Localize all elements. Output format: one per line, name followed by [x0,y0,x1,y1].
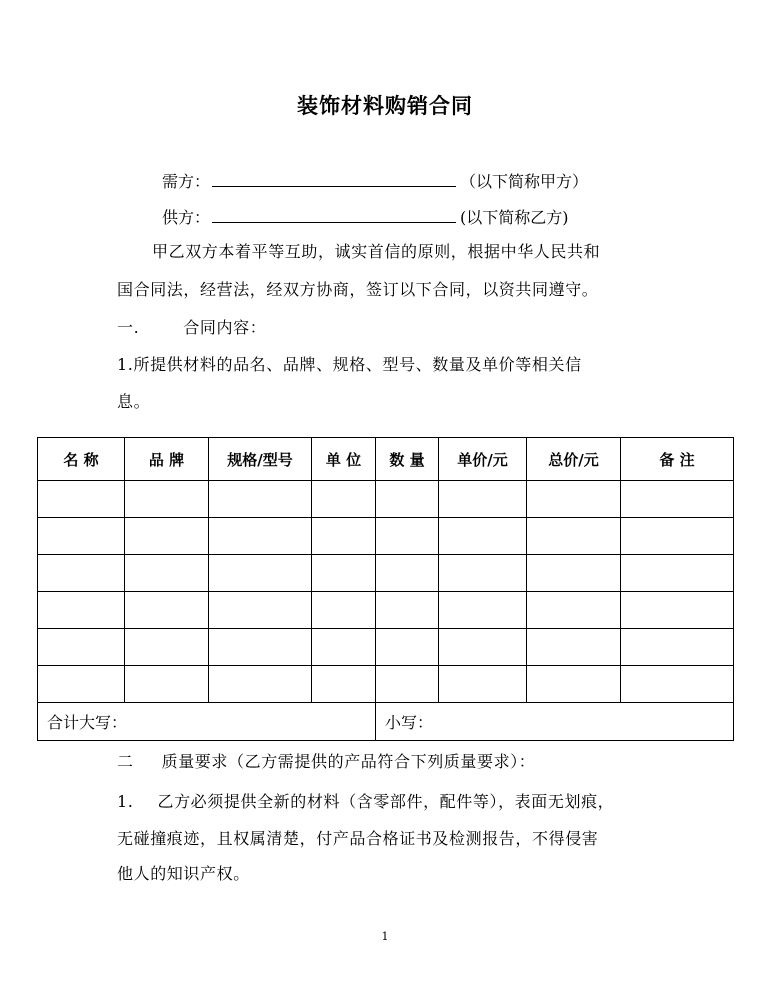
table-cell[interactable] [439,592,527,629]
contract-title: 装饰材料购销合同 [297,94,473,118]
table-cell[interactable] [527,629,621,666]
table-cell[interactable] [209,629,312,666]
demand-party-blank[interactable] [212,170,456,187]
table-cell[interactable] [38,555,125,592]
table-cell[interactable] [439,555,527,592]
section-1-title: 合同内容： [183,318,267,337]
section-2-title: 质量要求（乙方需提供的产品符合下列质量要求）： [161,752,536,771]
header-total-price: 总价/元 [527,438,621,481]
supply-party-line [162,206,569,228]
table-cell[interactable] [439,518,527,555]
table-cell[interactable] [621,592,734,629]
table-cell[interactable] [527,518,621,555]
table-cell[interactable] [621,666,734,703]
quality-item-1-line-3: 他人的知识产权。 [117,864,250,883]
table-cell[interactable] [621,481,734,518]
quality-item-1-number: 1. [117,792,134,811]
header-quantity: 数 量 [376,438,439,481]
demand-party-line [162,170,588,192]
table-cell[interactable] [376,481,439,518]
table-cell[interactable] [527,481,621,518]
table-cell[interactable] [376,592,439,629]
table-row [38,592,734,629]
materials-table [37,437,734,741]
table-cell[interactable] [439,666,527,703]
table-cell[interactable] [209,518,312,555]
table-cell[interactable] [125,666,209,703]
supply-party-note: (以下简称乙方) [460,208,569,227]
header-unit-price: 单价/元 [439,438,527,481]
table-cell[interactable] [209,592,312,629]
table-header-row [38,438,734,481]
intro-line-1: 甲乙双方本着平等互助，诚实首信的原则，根据中华人民共和 [152,242,601,261]
table-cell[interactable] [125,629,209,666]
table-cell[interactable] [38,481,125,518]
item-1-line-1: 1.所提供材料的品名、品牌、规格、型号、数量及单价等相关信 [117,355,582,374]
table-cell[interactable] [125,481,209,518]
table-cell[interactable] [312,518,376,555]
table-cell[interactable] [376,555,439,592]
table-cell[interactable] [312,629,376,666]
table-row [38,629,734,666]
table-row [38,518,734,555]
table-cell[interactable] [125,555,209,592]
table-cell[interactable] [439,481,527,518]
page-number: 1 [381,930,389,943]
header-unit: 单 位 [312,438,376,481]
total-lowercase-label: 小写： [385,713,434,732]
table-row [38,555,734,592]
section-1-heading [117,318,266,338]
section-1-number: 一. [117,318,140,337]
supply-party-blank[interactable] [212,206,456,223]
table-cell[interactable] [312,592,376,629]
table-total-row [38,703,734,741]
table-cell[interactable] [376,666,439,703]
table-cell[interactable] [621,629,734,666]
table-cell[interactable] [209,481,312,518]
table-cell[interactable] [209,555,312,592]
quality-item-1-line-1 [117,792,614,812]
table-cell[interactable] [527,666,621,703]
table-row [38,666,734,703]
item-1-line-2: 息。 [117,392,151,411]
table-cell[interactable] [312,481,376,518]
table-cell[interactable] [125,592,209,629]
table-row [38,481,734,518]
table-cell[interactable] [527,555,621,592]
section-2-heading [117,752,535,772]
table-cell[interactable] [312,555,376,592]
header-brand: 品 牌 [125,438,209,481]
table-cell[interactable] [38,592,125,629]
quality-item-1-text: 乙方必须提供全新的材料（含零部件，配件等），表面无划痕， [157,792,615,811]
supply-party-label: 供方： [162,208,211,227]
table-cell[interactable] [125,518,209,555]
total-lowercase-cell[interactable] [376,703,734,741]
table-cell[interactable] [621,518,734,555]
table-cell[interactable] [38,518,125,555]
table-cell[interactable] [38,629,125,666]
table-cell[interactable] [621,555,734,592]
intro-line-2: 国合同法，经营法，经双方协商，签订以下合同，以资共同遵守。 [117,280,599,299]
header-remarks: 备 注 [621,438,734,481]
table-cell[interactable] [38,666,125,703]
table-cell[interactable] [376,629,439,666]
table-cell[interactable] [209,666,312,703]
quality-item-1-line-2: 无碰撞痕迹，且权属清楚，付产品合格证书及检测报告，不得侵害 [117,829,599,848]
table-cell[interactable] [527,592,621,629]
demand-party-label: 需方： [162,172,211,191]
header-name: 名 称 [38,438,125,481]
header-spec-model: 规格/型号 [209,438,312,481]
total-uppercase-cell[interactable] [38,703,376,741]
table-cell[interactable] [312,666,376,703]
section-2-number: 二 [117,752,134,771]
total-uppercase-label: 合计大写： [47,713,128,732]
table-cell[interactable] [439,629,527,666]
table-cell[interactable] [376,518,439,555]
demand-party-note: （以下简称甲方） [460,172,589,191]
